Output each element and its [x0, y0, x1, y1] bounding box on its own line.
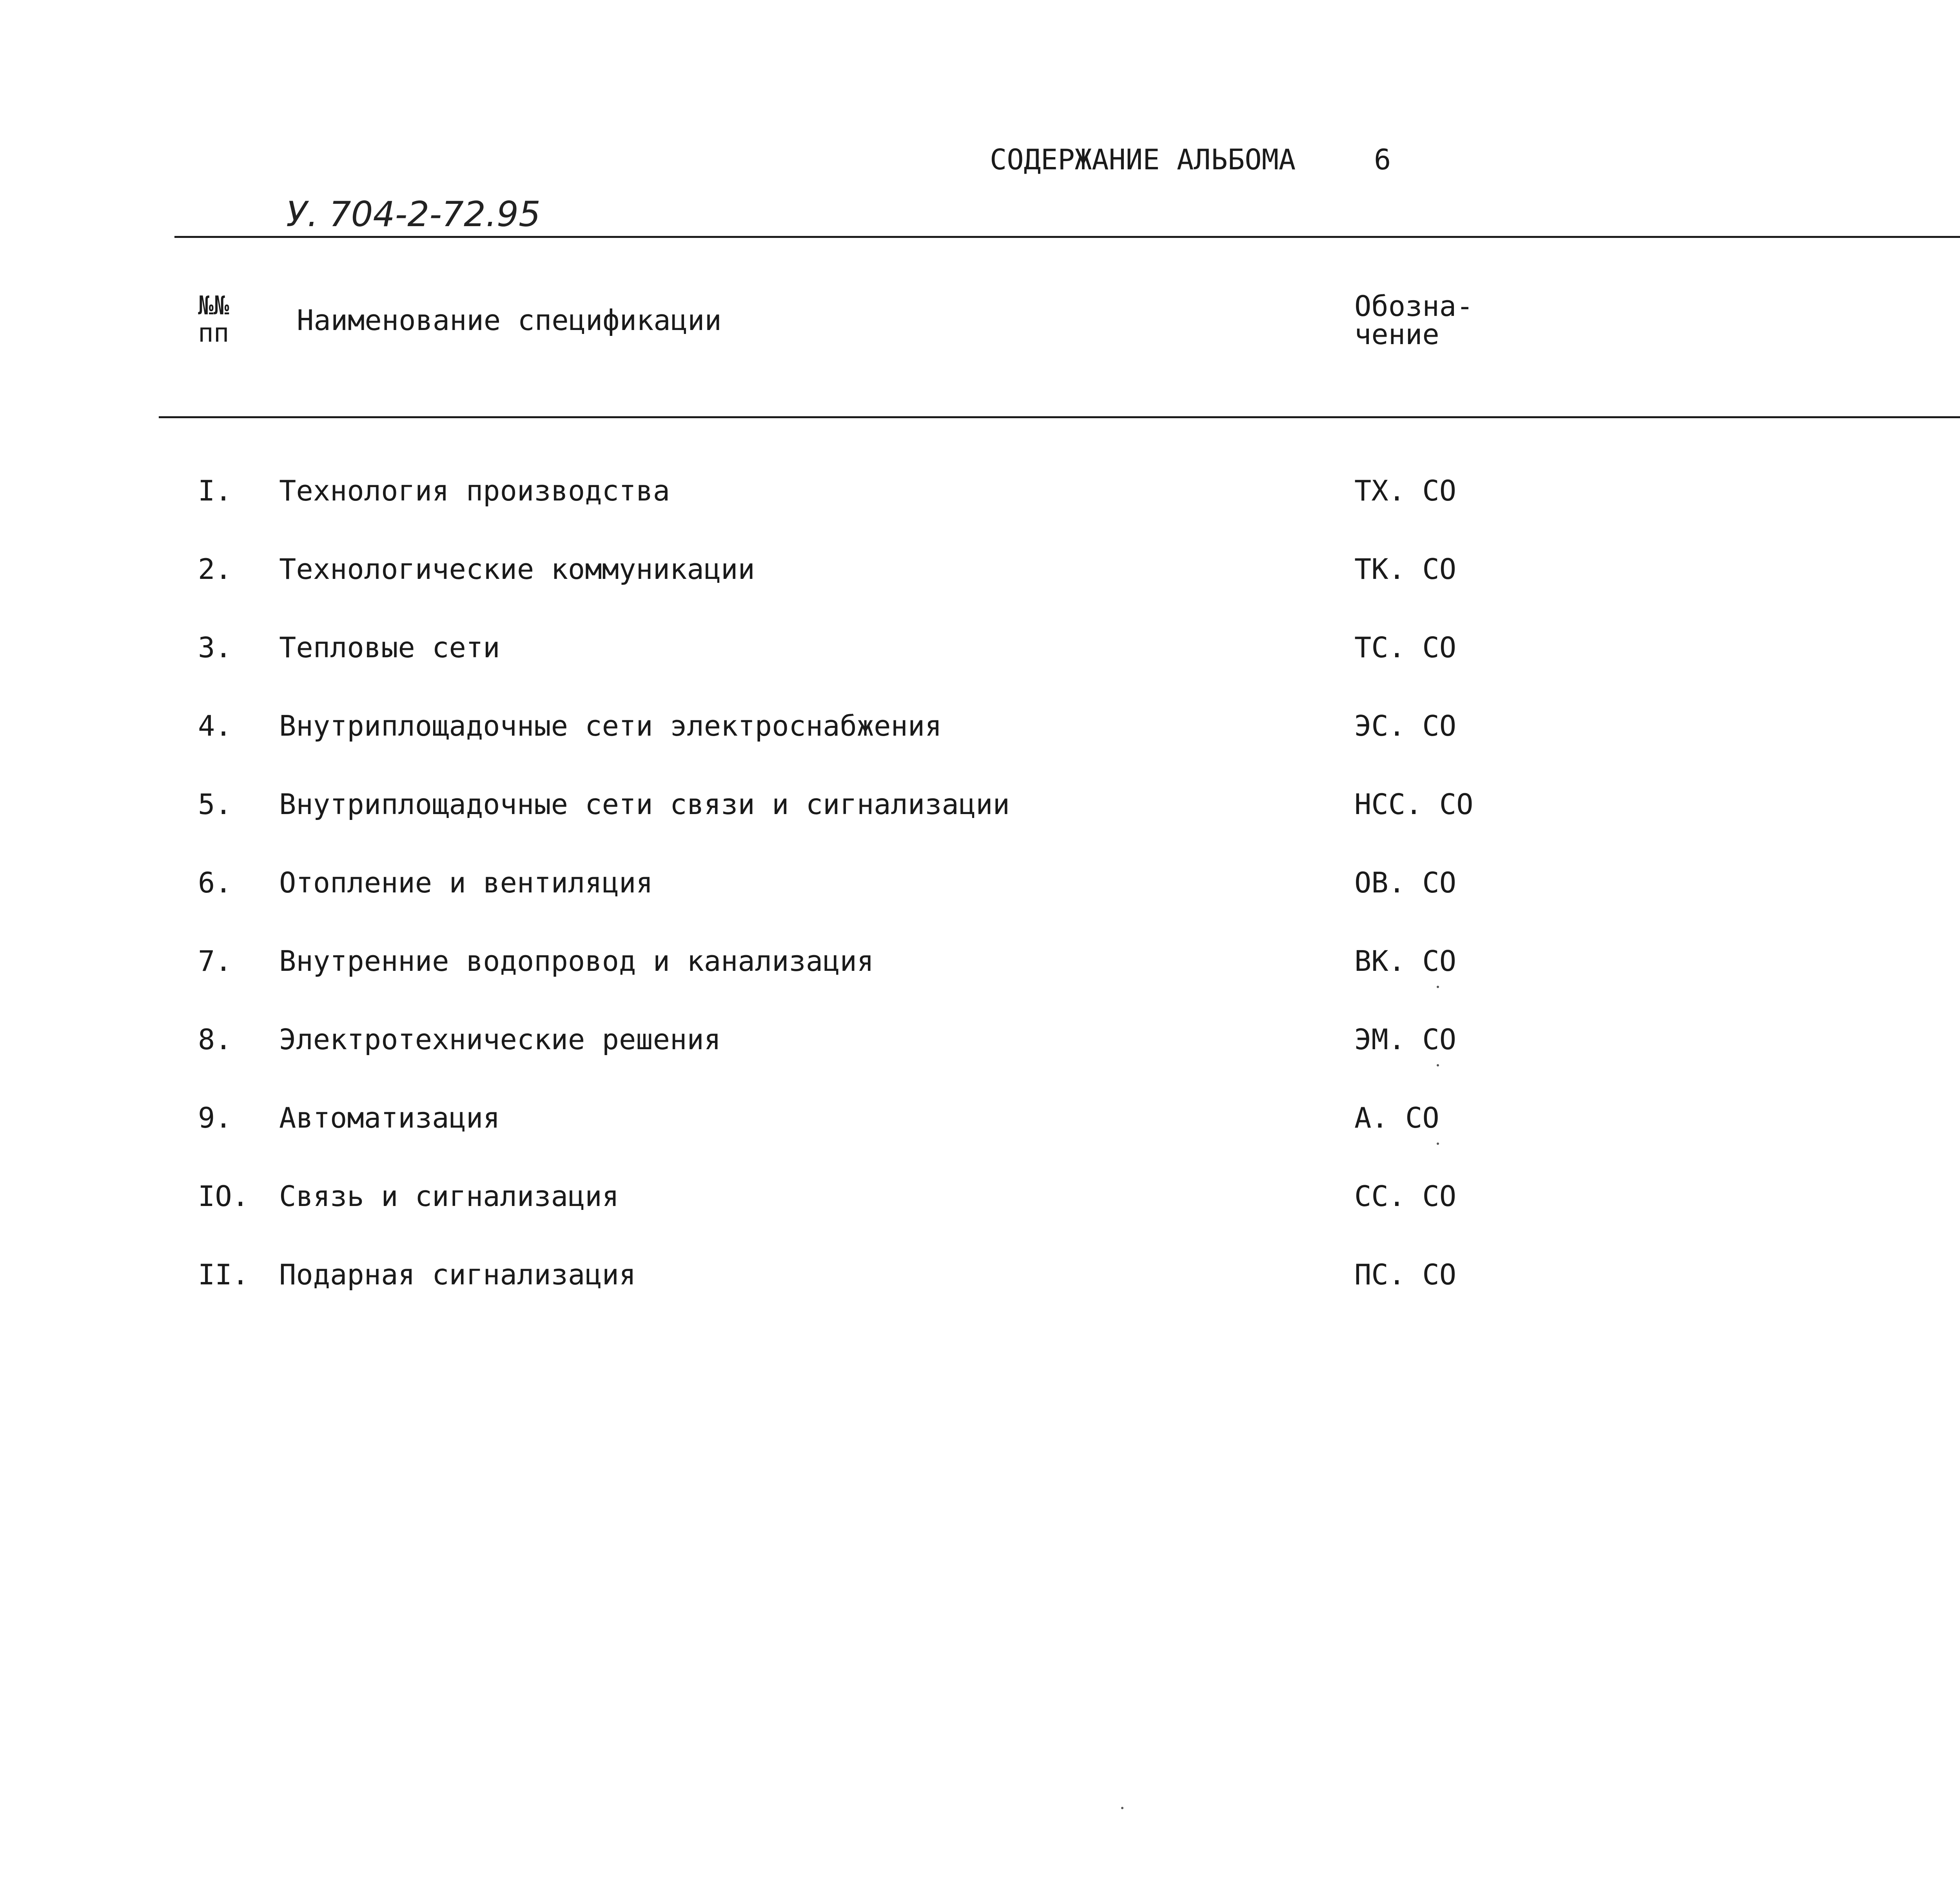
table-row [0, 945, 1960, 992]
column-header-designation: Обозна- чение [1354, 290, 1474, 351]
row-number: 5. [198, 788, 232, 821]
column-header-number: №№ пп [198, 290, 229, 348]
row-name: Технологические коммуникации [279, 553, 755, 586]
row-name: Внутренние водопровод и канализация [279, 945, 874, 977]
project-code: У. 704-2-72.95 [286, 194, 541, 234]
row-number: I. [198, 474, 232, 507]
row-designation: СС. СО [1354, 1180, 1457, 1213]
table-row [0, 1023, 1960, 1070]
scan-speck [1121, 1807, 1123, 1809]
scan-speck [1437, 986, 1439, 988]
row-designation: ЭМ. СО [1354, 1023, 1457, 1056]
row-designation: ТХ. СО [1354, 474, 1457, 507]
table-row [0, 631, 1960, 678]
top-rule [174, 236, 1960, 238]
row-name: Электротехнические решения [279, 1023, 721, 1056]
scan-speck [1437, 1064, 1439, 1066]
table-row [0, 1180, 1960, 1227]
row-name: Внутриплощадочные сети связи и сигнализации [279, 788, 1010, 821]
row-name: Автоматизация [279, 1101, 500, 1134]
album-number: 6 [1374, 143, 1391, 176]
row-designation: ТК. СО [1354, 553, 1457, 586]
row-number: 4. [198, 709, 232, 742]
table-row [0, 1101, 1960, 1148]
row-number: 2. [198, 553, 232, 586]
album-title: СОДЕРЖАНИЕ АЛЬБОМА [990, 143, 1296, 176]
table-row [0, 553, 1960, 600]
row-name: Технология производства [279, 474, 670, 507]
row-number: 3. [198, 631, 232, 664]
table-row [0, 709, 1960, 756]
row-number: 9. [198, 1101, 232, 1134]
row-name: Подарная сигнализация [279, 1258, 636, 1291]
row-number: II. [198, 1258, 249, 1291]
row-name: Тепловые сети [279, 631, 500, 664]
row-designation: ТС. СО [1354, 631, 1457, 664]
row-designation: ВК. СО [1354, 945, 1457, 977]
row-designation: А. СО [1354, 1101, 1439, 1134]
row-designation: ОВ. СО [1354, 866, 1457, 899]
header-rule [159, 416, 1960, 418]
table-row [0, 788, 1960, 835]
row-name: Связь и сигнализация [279, 1180, 619, 1213]
row-number: 7. [198, 945, 232, 977]
table-row [0, 474, 1960, 521]
table-row [0, 866, 1960, 913]
row-number: 8. [198, 1023, 232, 1056]
row-name: Отопление и вентиляция [279, 866, 653, 899]
row-designation: ЭС. СО [1354, 709, 1457, 742]
row-designation: НСС. СО [1354, 788, 1474, 821]
row-number: 6. [198, 866, 232, 899]
row-designation: ПС. СО [1354, 1258, 1457, 1291]
table-row [0, 1258, 1960, 1305]
row-number: IО. [198, 1180, 249, 1213]
row-name: Внутриплощадочные сети электроснабжения [279, 709, 942, 742]
scan-speck [1437, 1142, 1439, 1145]
column-header-name: Наименование спецификации [297, 304, 722, 337]
